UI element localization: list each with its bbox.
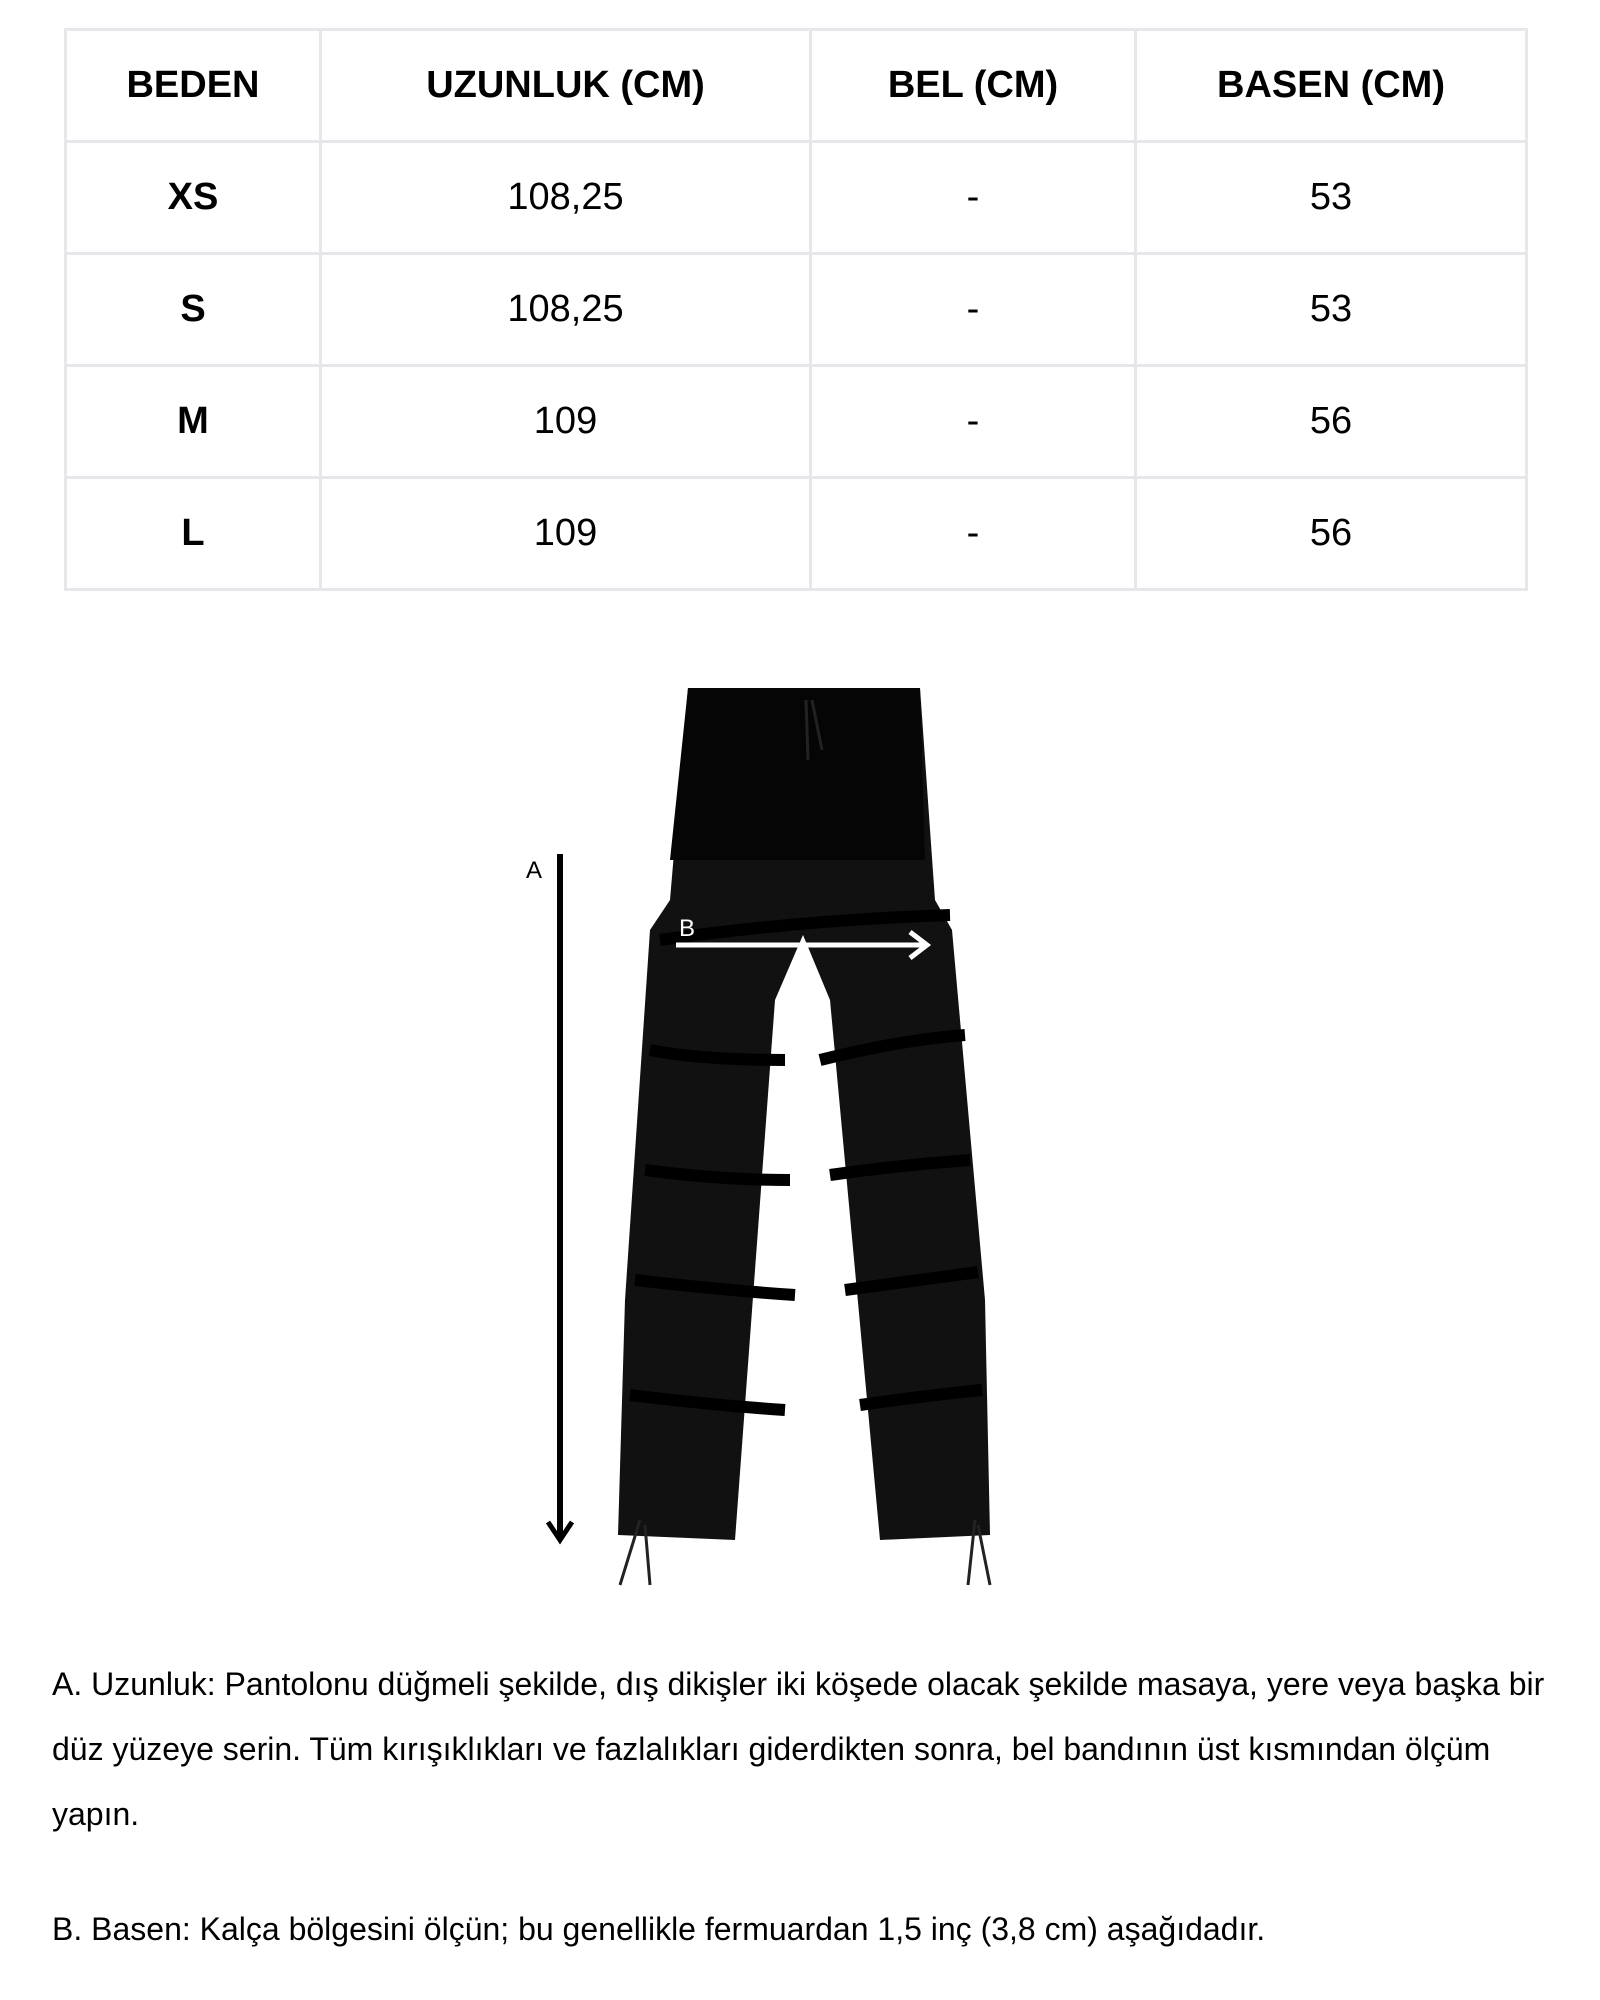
waist-cell: - xyxy=(811,366,1136,478)
table-row xyxy=(66,254,1527,366)
header-bel: BEL (CM) xyxy=(811,30,1136,142)
header-uzunluk: UZUNLUK (CM) xyxy=(321,30,811,142)
size-cell: S xyxy=(66,254,321,366)
hip-cell: 53 xyxy=(1136,142,1527,254)
size-cell: XS xyxy=(66,142,321,254)
hip-cell: 56 xyxy=(1136,366,1527,478)
pants-image xyxy=(618,688,990,1585)
length-instruction: A. Uzunluk: Pantolonu düğmeli şekilde, dış dikişler iki köşede olacak şekilde masaya, yere veya başka bir düz yüzeye serin. Tüm kırışıklıkları ve fazlalıkları giderdikten sonra, bel bandının üst kısmından ölçüm yapın. xyxy=(52,1666,1545,1832)
length-cell: 108,25 xyxy=(321,254,811,366)
hip-instruction: B. Basen: Kalça bölgesini ölçün; bu genellikle fermuardan 1,5 inç (3,8 cm) aşağıdadır. xyxy=(52,1911,1266,1947)
table-row xyxy=(66,478,1527,590)
pants-measurement-figure xyxy=(500,670,1020,1610)
waist-cell: - xyxy=(811,478,1136,590)
waist-cell: - xyxy=(811,254,1136,366)
label-b: B xyxy=(679,915,696,942)
table-header-row xyxy=(66,30,1527,142)
hip-cell: 56 xyxy=(1136,478,1527,590)
hip-cell: 53 xyxy=(1136,254,1527,366)
length-cell: 109 xyxy=(321,478,811,590)
header-basen: BASEN (CM) xyxy=(1136,30,1527,142)
size-chart-table xyxy=(64,28,1528,591)
header-beden: BEDEN xyxy=(66,30,321,142)
table-row xyxy=(66,366,1527,478)
length-cell: 108,25 xyxy=(321,142,811,254)
size-cell: L xyxy=(66,478,321,590)
length-cell: 109 xyxy=(321,366,811,478)
size-cell: M xyxy=(66,366,321,478)
length-arrow-a xyxy=(548,854,572,1540)
waist-cell: - xyxy=(811,142,1136,254)
table-row xyxy=(66,142,1527,254)
label-a: A xyxy=(526,857,543,884)
